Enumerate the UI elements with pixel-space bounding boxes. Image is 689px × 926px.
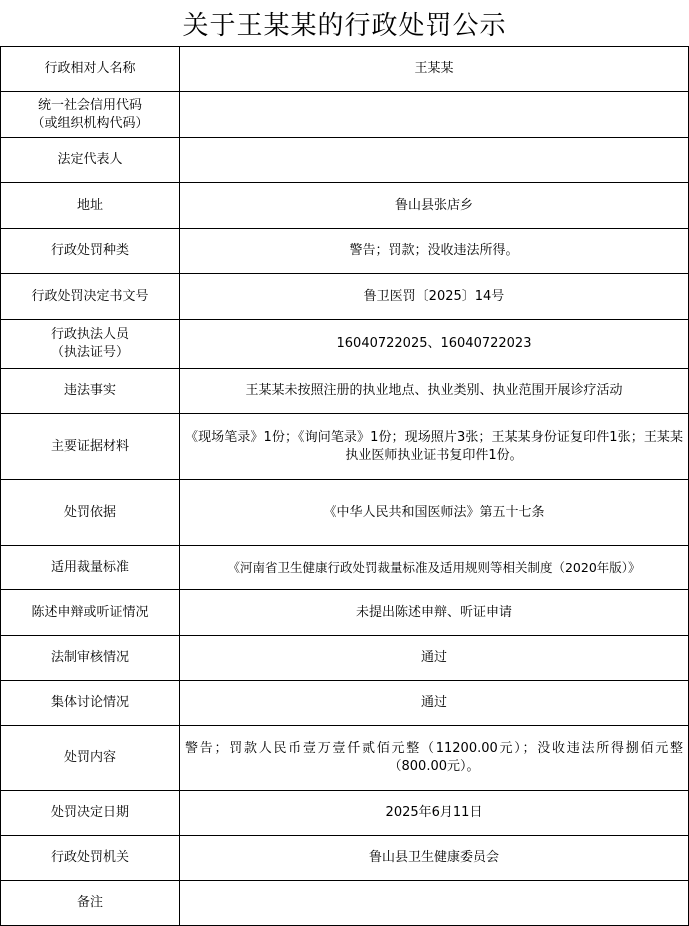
row-label-collective-discussion: 集体讨论情况 [1,681,180,726]
page-title: 关于王某某的行政处罚公示 [182,10,507,41]
penalty-notice-table [0,46,689,926]
row-value-penalty-content: 警告；罚款人民币壹万壹仟贰佰元整（11200.00元）；没收违法所得捌佰元整（800.00元）。 [180,726,689,791]
row-value-statement-hearing: 未提出陈述申辩、听证申请 [180,590,689,636]
row-label-authority: 行政处罚机关 [1,836,180,881]
row-label-credit-code: 统一社会信用代码 （或组织机构代码） [1,92,180,138]
table-row [1,546,689,590]
row-label-legal-rep: 法定代表人 [1,138,180,183]
row-value-legal-rep [180,138,689,183]
row-value-authority: 鲁山县卫生健康委员会 [180,836,689,881]
row-label-legal-basis: 处罚依据 [1,480,180,546]
row-value-officers: 16040722025、16040722023 [180,320,689,369]
row-value-penalty-type: 警告；罚款；没收违法所得。 [180,229,689,274]
row-value-credit-code [180,92,689,138]
row-value-remarks [180,881,689,926]
table-row [1,47,689,92]
row-label-penalty-type: 行政处罚种类 [1,229,180,274]
row-value-decision-number: 鲁卫医罚〔2025〕14号 [180,274,689,320]
row-value-decision-date: 2025年6月11日 [180,791,689,836]
row-value-legal-basis: 《中华人民共和国医师法》第五十七条 [180,480,689,546]
table-row [1,369,689,414]
row-label-decision-number: 行政处罚决定书文号 [1,274,180,320]
row-label-statement-hearing: 陈述申辩或听证情况 [1,590,180,636]
table-row [1,229,689,274]
table-row [1,138,689,183]
table-row [1,320,689,369]
row-label-officers: 行政执法人员 （执法证号） [1,320,180,369]
table-row [1,590,689,636]
row-label-remarks: 备注 [1,881,180,926]
row-value-evidence: 《现场笔录》1份；《询问笔录》1份；现场照片3张；王某某身份证复印件1张；王某某执业医师执业证书复印件1份。 [180,414,689,480]
row-label-decision-date: 处罚决定日期 [1,791,180,836]
row-label-discretion-standard: 适用裁量标准 [1,546,180,590]
row-label-violation-facts: 违法事实 [1,369,180,414]
table-row [1,414,689,480]
row-label-legal-review: 法制审核情况 [1,636,180,681]
table-row [1,791,689,836]
row-value-violation-facts: 王某某未按照注册的执业地点、执业类别、执业范围开展诊疗活动 [180,369,689,414]
table-row [1,836,689,881]
table-row [1,274,689,320]
table-row [1,636,689,681]
row-value-legal-review: 通过 [180,636,689,681]
table-row [1,881,689,926]
row-label-address: 地址 [1,183,180,229]
row-label-evidence: 主要证据材料 [1,414,180,480]
table-row [1,183,689,229]
row-value-collective-discussion: 通过 [180,681,689,726]
row-label-penalty-content: 处罚内容 [1,726,180,791]
row-label-party-name: 行政相对人名称 [1,47,180,92]
table-row [1,480,689,546]
table-row [1,92,689,138]
row-value-discretion-standard: 《河南省卫生健康行政处罚裁量标准及适用规则等相关制度（2020年版）》 [180,546,689,590]
row-value-address: 鲁山县张店乡 [180,183,689,229]
table-row [1,681,689,726]
row-value-party-name: 王某某 [180,47,689,92]
table-row [1,726,689,791]
